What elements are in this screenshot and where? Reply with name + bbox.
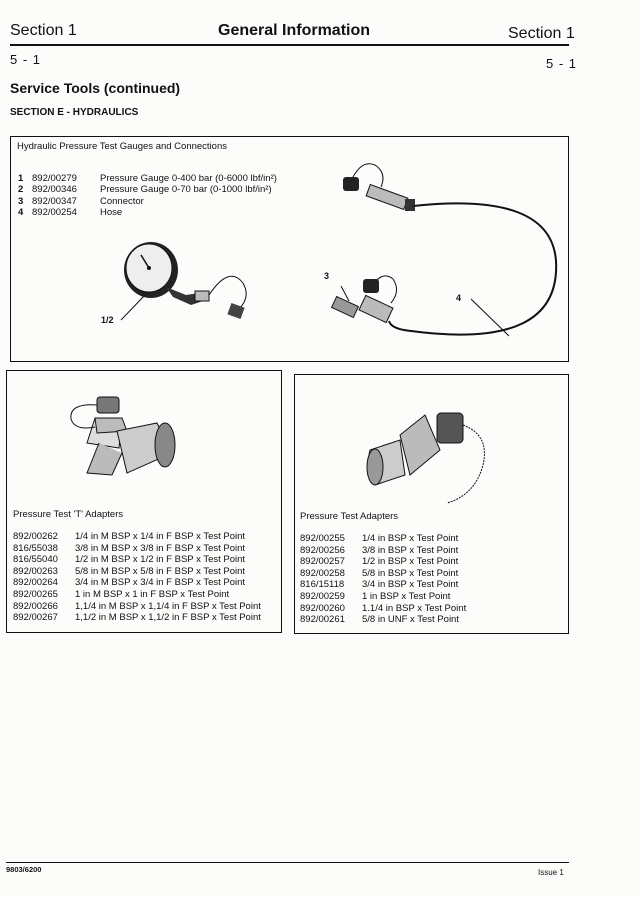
table-row: 892/00265 1 in M BSP x 1 in F BSP x Test Point: [13, 588, 230, 600]
table-row: 816/55040 1/2 in M BSP x 1/2 in F BSP x Test Point: [13, 554, 246, 566]
test-adapter-illustration: [365, 395, 495, 505]
footer-rule: [6, 862, 569, 863]
list-item: 4 892/00254 Hose: [18, 206, 123, 218]
gauges-panel: [10, 136, 569, 362]
table-row: 892/00267 1,1/2 in M BSP x 1,1/2 in F BSP x Test Point: [13, 612, 261, 624]
table-row: 892/00256 3/8 in BSP x Test Point: [300, 544, 459, 556]
list-item: 3 892/00347 Connector: [18, 195, 144, 207]
test-adapters-table: [300, 533, 466, 626]
gauge-callout-label: 1/2: [101, 315, 114, 325]
table-row: 892/00263 5/8 in M BSP x 5/8 in F BSP x Test Point: [13, 565, 246, 577]
tee-adapters-title: Pressure Test 'T' Adapters: [13, 509, 124, 520]
table-row: 892/00261 5/8 in UNF x Test Point: [300, 614, 459, 626]
header-title: General Information: [218, 22, 371, 39]
table-row: 892/00259 1 in BSP x Test Point: [300, 590, 451, 602]
table-row: 816/55038 3/8 in M BSP x 3/8 in F BSP x Test Point: [13, 542, 246, 554]
section-label-right: Section 1: [508, 25, 575, 42]
header-rule: [10, 44, 569, 46]
list-item: 1 892/00279 Pressure Gauge 0-400 bar (0-6000 lbf/in²): [18, 173, 277, 184]
pressure-gauge-illustration: [111, 235, 251, 335]
tee-adapters-panel: [6, 370, 282, 633]
gauges-parts-list: [18, 173, 277, 218]
section-label-left: Section 1: [10, 22, 77, 39]
page-title: Service Tools (continued): [10, 80, 181, 96]
table-row: 892/00264 3/4 in M BSP x 3/4 in F BSP x Test Point: [13, 577, 246, 589]
table-row: 892/00260 1.1/4 in BSP x Test Point: [300, 602, 467, 614]
table-row: 892/00262 1/4 in M BSP x 1/4 in F BSP x Test Point: [13, 531, 246, 542]
hose-callout-label: 4: [456, 293, 462, 303]
page-number-right: 5 - 1: [546, 56, 578, 71]
table-row: 892/00266 1,1/4 in M BSP x 1,1/4 in F BSP x Test Point: [13, 600, 261, 612]
section-heading: SECTION E - HYDRAULICS: [10, 107, 139, 118]
hose-connector-illustration: [311, 151, 561, 356]
document-number: 9803/6200: [6, 865, 42, 874]
connector-callout-label: 3: [324, 271, 330, 281]
list-item: 2 892/00346 Pressure Gauge 0-70 bar (0-1000 lbf/in²): [18, 184, 272, 196]
table-row: 892/00258 5/8 in BSP x Test Point: [300, 567, 459, 579]
tee-adapters-table: [13, 531, 261, 624]
issue-label: Issue 1: [538, 868, 564, 877]
tee-adapter-illustration: [67, 383, 177, 478]
gauges-panel-title: Hydraulic Pressure Test Gauges and Connections: [17, 141, 227, 152]
test-adapters-title: Pressure Test Adapters: [300, 511, 399, 522]
table-row: 892/00255 1/4 in BSP x Test Point: [300, 533, 459, 544]
table-row: 816/15118 3/4 in BSP x Test Point: [300, 579, 459, 591]
test-adapters-panel: [294, 374, 569, 634]
table-row: 892/00257 1/2 in BSP x Test Point: [300, 556, 459, 568]
page-number-left: 5 - 1: [10, 52, 42, 67]
